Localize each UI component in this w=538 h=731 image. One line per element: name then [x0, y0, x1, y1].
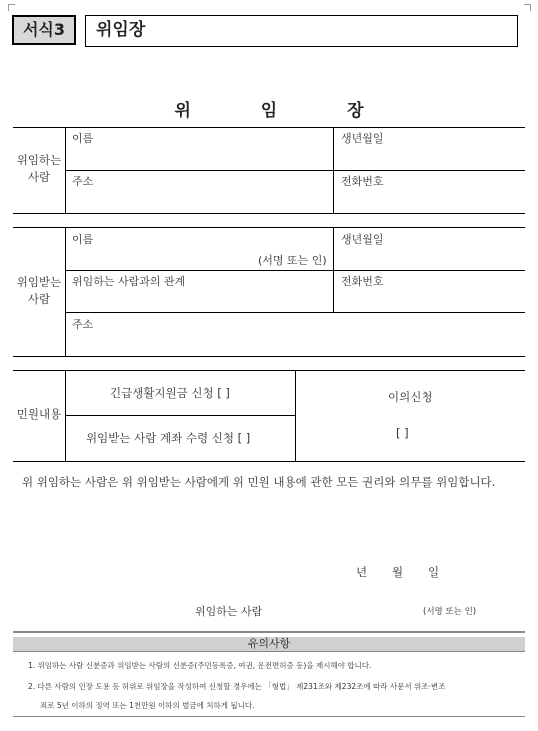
delegator-name-label: 이름	[72, 132, 94, 145]
delegator-label-divider	[65, 127, 66, 213]
petition-item-emergency-fund: 긴급생활지원금 신청 [ ]	[110, 386, 230, 400]
delegator-dob-label: 생년월일	[341, 132, 384, 145]
corner-mark-top-left	[8, 4, 15, 11]
date-year-label: 년	[356, 565, 368, 579]
petition-label-divider	[65, 370, 66, 461]
document-title: 위 임 장	[174, 101, 396, 121]
delegatee-col-divider	[333, 227, 334, 312]
petition-section-label: 민원내용	[16, 407, 62, 421]
delegatee-relation-label: 위임하는 사람과의 관계	[72, 275, 186, 288]
delegator-top-border	[13, 127, 525, 128]
petition-col-divider	[295, 370, 296, 461]
delegator-bottom-border	[13, 213, 525, 214]
delegatee-bottom-border	[13, 356, 525, 357]
delegatee-dob-label: 생년월일	[341, 233, 384, 246]
date-month-label: 월	[392, 565, 404, 579]
delegatee-row2-border	[66, 270, 525, 271]
petition-bottom-border	[13, 461, 525, 462]
delegatee-section-label: 위임받는 사람	[16, 275, 62, 306]
delegator-address-label: 주소	[72, 175, 94, 188]
petition-item-account-receipt: 위임받는 사람 계좌 수령 신청 [ ]	[86, 431, 251, 445]
note-item-1: 1. 위임하는 사람 신분증과 위임받는 사람의 신분증(주민등록증, 여권, 운전면허증 등)을 제시해야 합니다.	[28, 661, 372, 670]
notes-bottom-border	[13, 716, 525, 717]
notes-head-border	[13, 651, 525, 652]
signature-hint: (서명 또는 인)	[423, 607, 477, 617]
delegation-statement: 위 위임하는 사람은 위 위임받는 사람에게 위 민원 내용에 관한 모든 권리와 의무를 위임합니다.	[22, 475, 496, 489]
petition-mid-border	[66, 415, 295, 416]
delegatee-address-label: 주소	[72, 318, 94, 331]
delegator-section-label: 위임하는 사람	[16, 153, 62, 184]
delegatee-sign-hint: (서명 또는 인)	[258, 254, 327, 267]
form-name-box: 위임장	[85, 15, 518, 47]
corner-mark-top-right	[524, 4, 531, 11]
note-item-2: 2. 다른 사람의 인장 도용 등 허위로 위임장을 작성하여 신청할 경우에는 「형법」 제231조와 제232조에 따라 사문서 위조·변조	[28, 682, 446, 691]
delegatee-phone-label: 전화번호	[341, 275, 384, 288]
delegatee-name-label: 이름	[72, 233, 94, 246]
notes-top-border	[13, 631, 525, 633]
signature-label: 위임하는 사람	[195, 605, 263, 618]
note-item-2-cont: 죄로 5년 이하의 징역 또는 1천만원 이하의 벌금에 처하게 됩니다.	[40, 701, 255, 710]
delegatee-top-border	[13, 227, 525, 228]
delegator-col-divider	[333, 127, 334, 213]
delegatee-label-divider	[65, 227, 66, 356]
delegator-mid-border	[66, 170, 525, 171]
delegatee-row3-border	[66, 312, 525, 313]
date-day-label: 일	[428, 565, 440, 579]
petition-top-border	[13, 370, 525, 371]
form-number-badge: 서식3	[12, 15, 76, 45]
objection-checkbox[interactable]: [ ]	[396, 426, 409, 440]
objection-label: 이의신청	[388, 390, 433, 404]
notes-title: 유의사항	[13, 637, 525, 651]
delegator-phone-label: 전화번호	[341, 175, 384, 188]
